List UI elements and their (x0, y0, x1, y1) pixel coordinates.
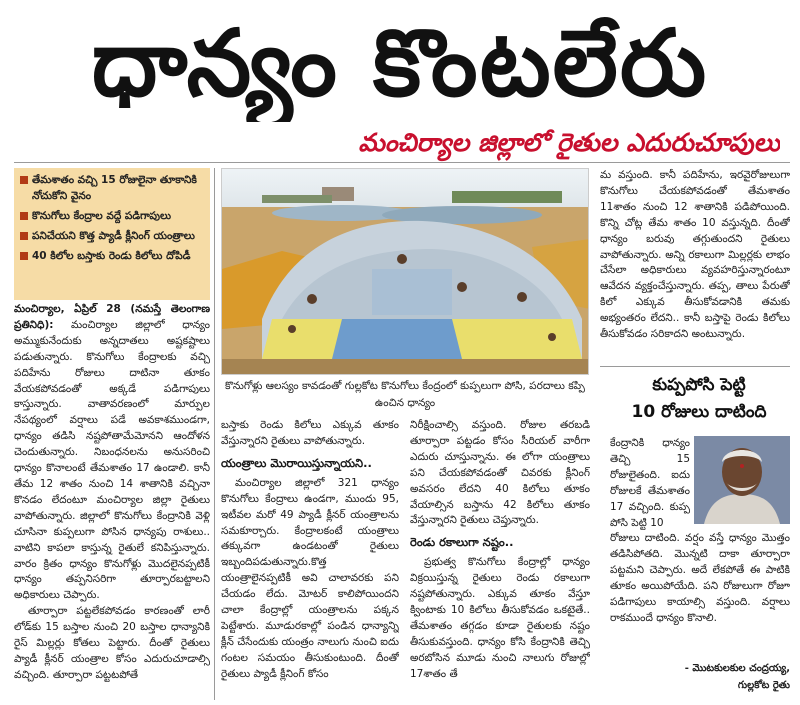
article-column-3 (410, 418, 590, 700)
sidebar-divider (600, 366, 790, 367)
subheading: యంత్రాలు మొరాయిస్తున్నాయని.. (221, 455, 372, 470)
paragraph: మంచిర్యాల జిల్లాలో ధాన్యం అమ్ముకునేందుకు అన్నదాతలు అష్టకష్టాలు పడుతున్నారు. కొనుగోలు కేంద్రాలకు వచ్చి పదిహేను రోజులు దాటినా తూకం వేయకపోవడంతో అక్కడే పడిగాపులు కాస్తున్నారు. వాతావరణంలో మార్పుల నేపథ్యంలో వర్షాలు పడే అవకాశముండగా, ధాన్యం తడిసి నష్టపోతామేమోనని ఆందోళన చెందుతున్నారు. నిబంధనలను అనుసరించి ధాన్యం కొనాలంటే తేమశాతం 17 ఉండాలి. కానీ తేమ 12 శాతం నుంచి 14 శాతానికి వచ్చినా కొనడం లేదంటూ మంచిర్యాల జిల్లా రైతులు వాపోతున్నారు. జిల్లాలో కొనుగోలు కేంద్రానికి వెళ్లి చూసినా కుప్పలుగా పోసిన ధాన్యపు రాశులు.. వాటిని కాపలా కాస్తున్న రైతులే కనిపిస్తున్నారు. వారం క్రితం ధాన్యం కొనుగోళ్లు మొదలైనప్పటికీ ధాన్యం తప్పనిసరిగా తూర్పారబట్టాలని అధికారులు చెప్పారు. (14, 318, 210, 602)
quote-paragraph: కేంద్రానికి ధాన్యం తెచ్చి 15 రోజులైతంది. ఐదు రోజులకే తేమశాతం 17 వచ్చింది. కుప్ప పోసి పెట్టి 10 (610, 437, 690, 529)
square-bullet-icon (20, 212, 28, 220)
grain-heaps-photo (221, 168, 589, 375)
highlight-item: పనిచేయని కొత్త ప్యాడీ క్లీనింగ్ యంత్రాలు (19, 228, 205, 244)
article-column-1 (14, 302, 210, 700)
divider (14, 162, 790, 163)
paragraph: మంచిర్యాల జిల్లాలో 321 ధాన్యం కొనుగోలు కేంద్రాలు ఉండగా, ముందు 95, ఇటీవల మరో 49 ప్యాడీ క్లీనర్ యంత్రాలను సమకూర్చారు. కేంద్రాలకంటే యంత్రాలు తక్కువగా ఉండటంతో రైతులు ఇబ్బందిపడుతున్నారు.కొత్త యంత్రాలైనప్పటికీ అవి చాలావరకు పని చేయడం లేదు. మోటర్ కాలిపోయిందని చాలా కేంద్రాల్లో యంత్రాలను పక్కన పెట్టేశారు. మూడురకాల్లో పండిన ధాన్యాన్ని క్లీన్ చేసేందుకు యంత్రం నాలుగు నుంచి ఐదు గంటల సమయం తీసుకుంటుంది. దీంతో రైతులు ప్యాడీ క్లీనింగ్ కోసం (221, 476, 399, 680)
farmer-quote (610, 436, 790, 627)
highlight-item: 40 కిలోల బస్తాకు రెండు కిలోలు దోపిడీ (19, 248, 205, 264)
paragraph: బస్తాకు రెండు కిలోలు ఎక్కువ తూకం వేస్తున్నారని రైతులు వాపోతున్నారు. (221, 419, 399, 447)
sidebar-title: కుప్పపోసి పెట్టి 10 రోజులు దాటింది (631, 375, 767, 422)
headline: ధాన్యం కొంటలేరు (91, 10, 709, 117)
quote-signature: - మొటకులకుల చంద్రయ్య, గుల్లకోట రైతు (684, 663, 790, 691)
subheadline: మంచిర్యాల జిల్లాలో రైతుల ఎదురుచూపులు (358, 128, 780, 157)
subheading: రెండు రకాలుగా నష్టం.. (410, 535, 514, 550)
paragraph: నిరీక్షించాల్సి వస్తుంది. రోజుల తరబడి తూర్పారా పట్టడం కోసం సీరియల్ వారీగా ఎదురు చూస్తున్నాను. ఈ లోగా యంత్రాలు పని చేయకపోవడంతో చివరకు క్లీనింగ్ అవసరం లేదని 40 కిలోలు తూకం వేయాల్సిన బస్తాను 42 కిలోలు తూకం వేస్తున్నారని రైతులు చెప్తున్నారు. (410, 419, 590, 527)
photo-caption: కొనుగోళ్లు ఆలస్యం కావడంతో గుల్లకోట కొనుగోలు కేంద్రంలో కుప్పలుగా పోసి, పరదాలు కప్పి ఉంచిన ధాన్యం (225, 380, 585, 409)
paragraph: తూర్పారా పట్టలేకపోవడం కారణంతో లారీ లోడ్‌కు 15 బస్తాల నుంచి 20 బస్తాల ధాన్యానికి రైస్ మిల్లర్లు కోతలు పెట్టారు. దీంతో రైతులు ప్యాడీ క్లీనర్ యంత్రాల కోసం ఎదురుచూడాల్సి వచ్చింది. తూర్పారా పట్టటపోతే (14, 605, 210, 681)
article-column-2 (221, 418, 399, 700)
dateline: మంచిర్యాల, ఏప్రిల్ 28 (నమస్తే తెలంగాణ ప్రతినిధి): (14, 303, 210, 331)
highlights-box (14, 168, 210, 300)
highlight-item: కొనుగోలు కేంద్రాల వద్దే పడిగాపులు (19, 208, 205, 224)
paragraph: ప్రభుత్వ కొనుగోలు కేంద్రాల్లో ధాన్యం విక్రయిస్తున్న రైతులు రెండు రకాలుగా నష్టపోతున్నారు. ఎక్కువ తూకం వేస్తూ క్వింటాకు 10 కిలోలు తీసుకోవడం ఒకటైతే.. తేమశాతం తగ్గడం కూడా రైతులకు నష్టం తీసుకువస్తుంది. ధాన్యం కోసి కేంద్రానికి తెచ్చి అరబోసిన మూడు నుంచి నాలుగు రోజుల్లో 17శాతం తే (410, 556, 590, 680)
column-divider (214, 168, 215, 700)
square-bullet-icon (20, 252, 28, 260)
quote-paragraph: రోజులు దాటింది. వర్షం వస్తే ధాన్యం మొత్తం తడిసిపోతది. మొన్నటి దాకా తూర్పారా పట్టమని చెప్పారు. అదే లేకపోతే ఈ పాటికి తూకం అయిపోయేది. పని రోజులుగా రోజూ పడిగాపులు కాయాల్సి వస్తుంది. వర్షాలు రాకముందే ధాన్యం కొనాలి. (610, 532, 790, 624)
square-bullet-icon (20, 232, 28, 240)
paragraph: మ వస్తుంది. కానీ పదిహేను, ఇరవైరోజులుగా కొనుగోలు చేయకపోవడంతో తేమశాతం 11శాతం నుంచి 12 శాతానికి పడిపోయింది. కొన్ని చోట్ల తేమ శాతం 10 వస్తున్నది. దీంతో ధాన్యం బరువు తగ్గుతుందని రైతులు వాపోతున్నారు. అన్ని రకాలుగా మిల్లర్లకు లాభం చేసేలా అధికారులు వ్యవహరిస్తున్నారంటూ ఆవేదన వ్యక్తంచేస్తున్నారు. తప్ప, తాలు పేరుతో కిలో ఎక్కువ తీసుకోవడానికి తమకు అభ్యంతరం లేదని.. కానీ బస్తాపై రెండు కిలోలు తీసుకోవడం సరికాదని అంటున్నారు. (600, 169, 790, 341)
highlight-item: తేమశాతం వచ్చి 15 రోజులైనా తూకానికి నోచుకోని వైనం (19, 172, 205, 204)
article-column-4 (600, 168, 790, 364)
square-bullet-icon (20, 176, 28, 184)
